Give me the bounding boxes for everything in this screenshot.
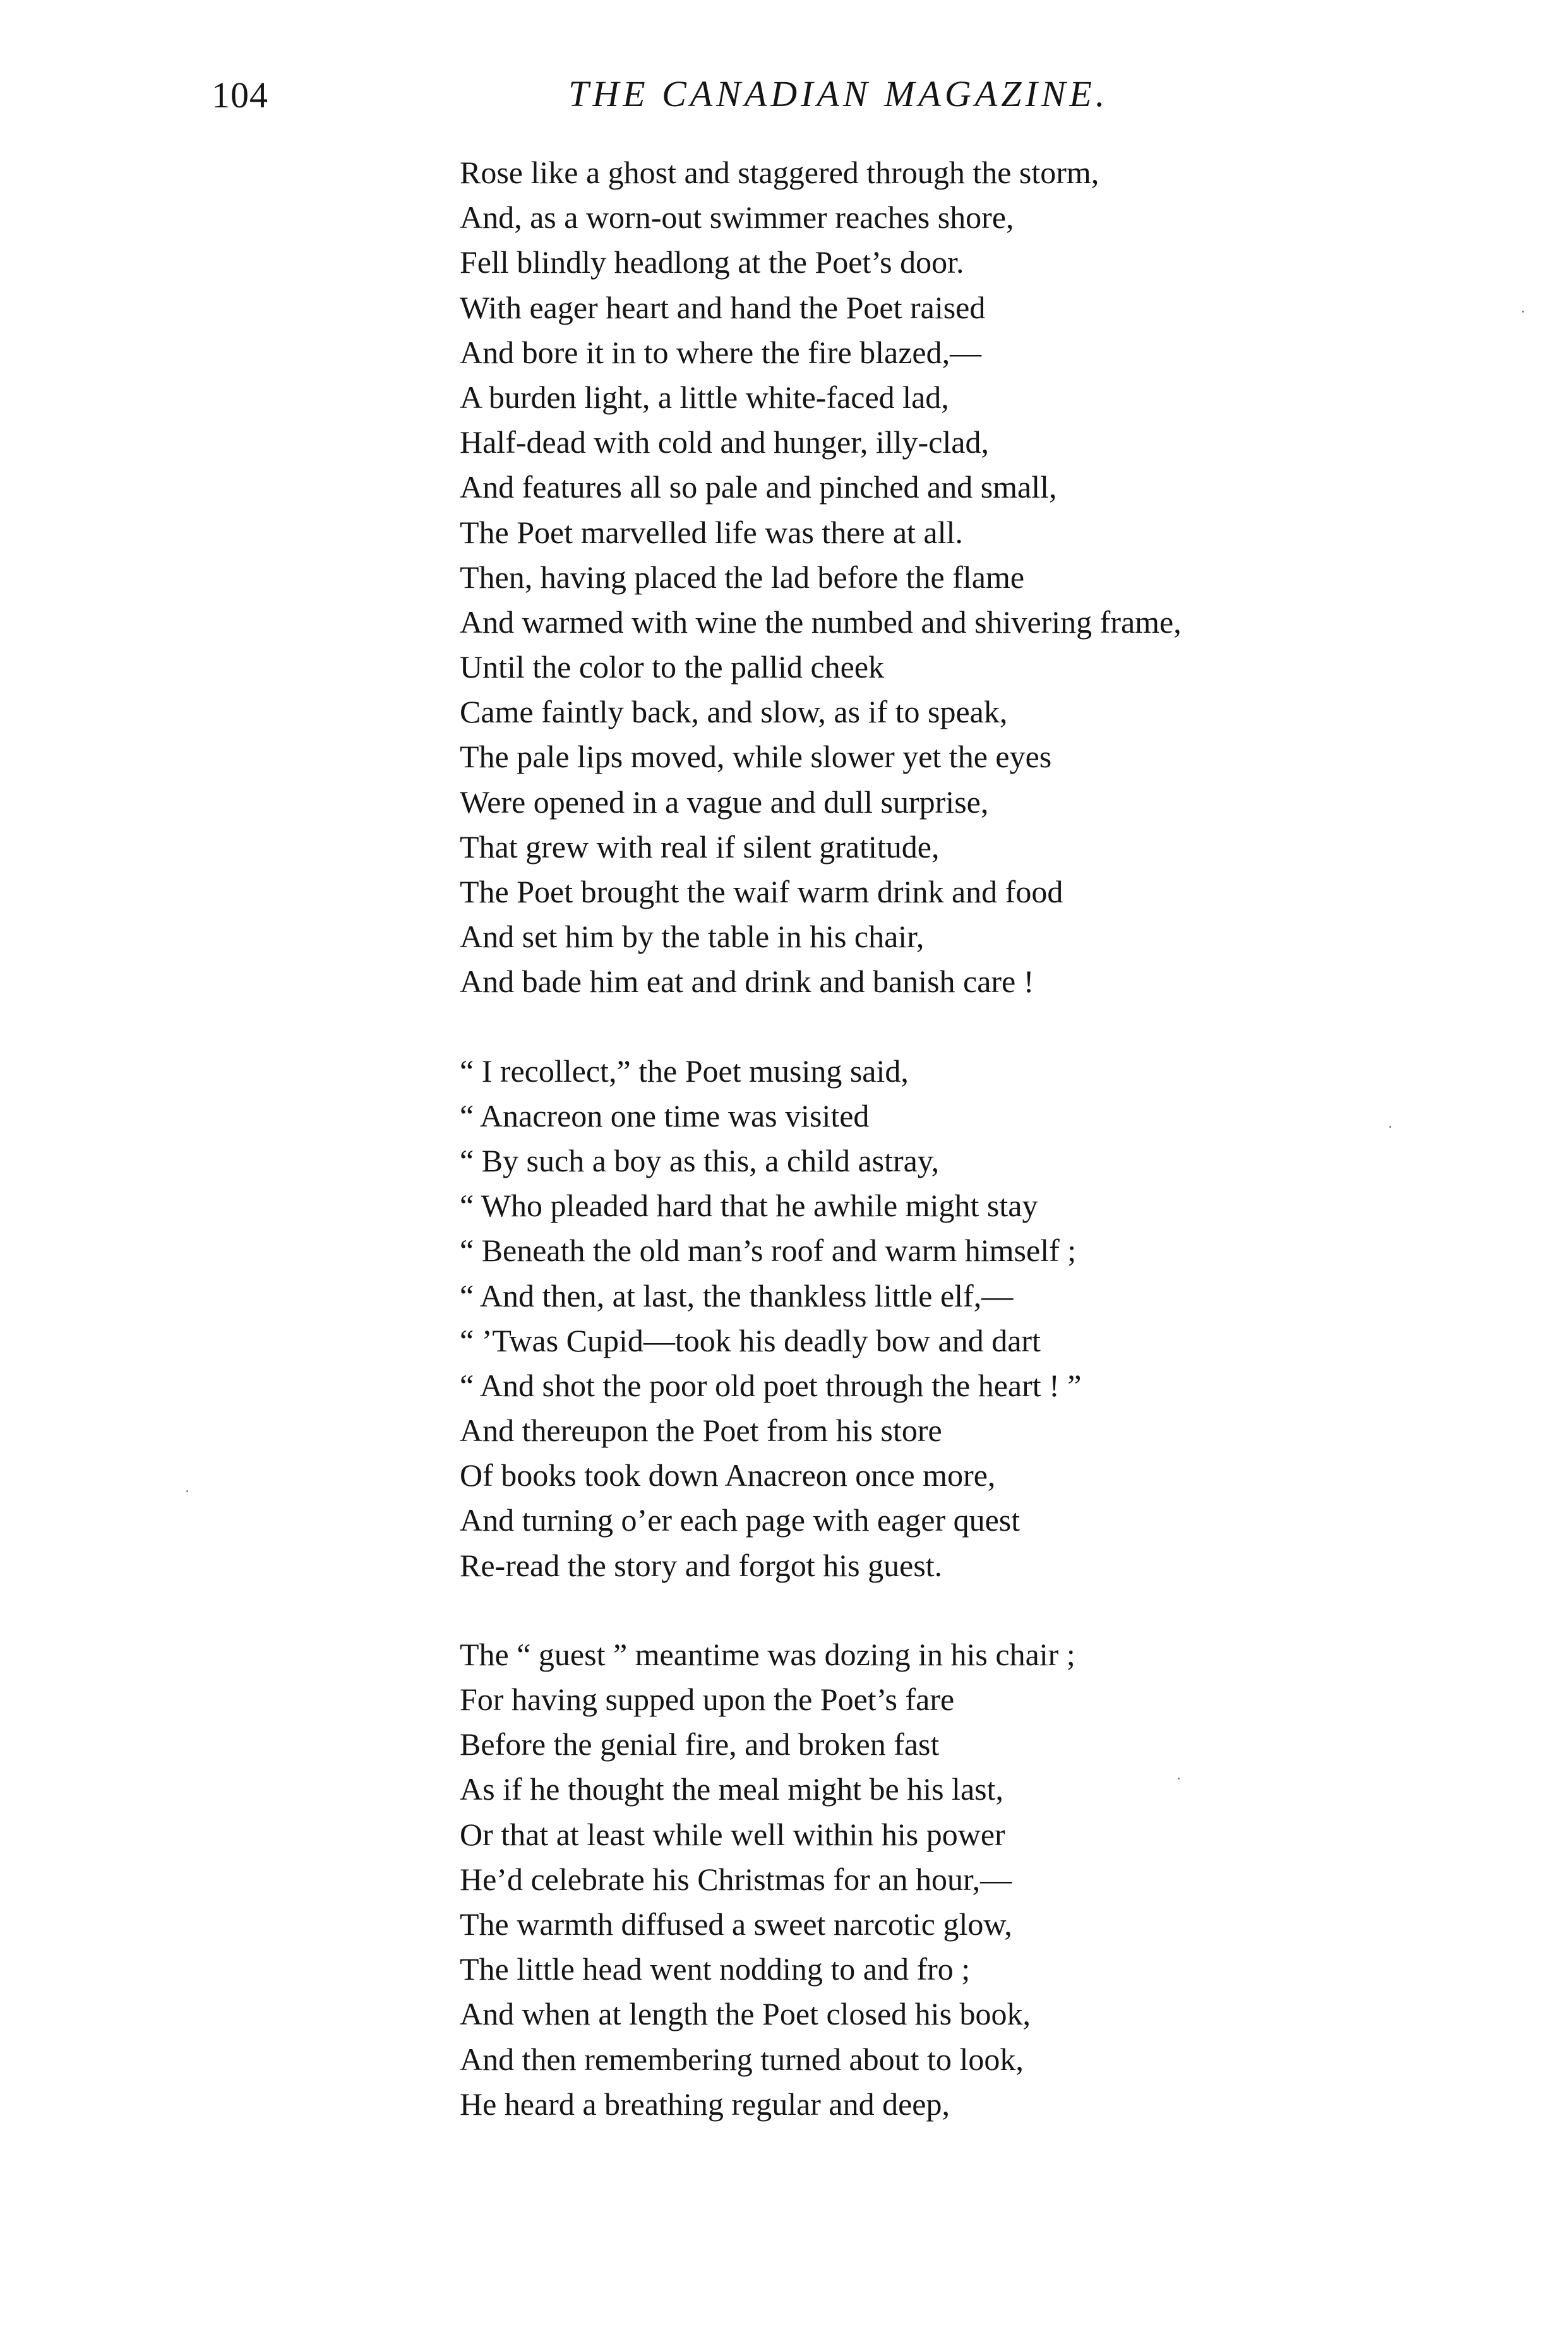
- poem-line: “ Beneath the old man’s roof and warm himself ;: [460, 1233, 1077, 1269]
- poem-line: As if he thought the meal might be his last,: [460, 1771, 1003, 1807]
- stanza-2: [460, 1049, 1533, 1588]
- stanza-3: [460, 1632, 1533, 2127]
- poem-line: The little head went nodding to and fro ;: [460, 1951, 971, 1987]
- poem-line: And features all so pale and pinched and small,: [460, 469, 1057, 505]
- poem-line: The pale lips moved, while slower yet the eyes: [460, 739, 1052, 775]
- poem-line: For having supped upon the Poet’s fare: [460, 1682, 955, 1717]
- poem-line: Were opened in a vague and dull surprise,: [460, 784, 989, 820]
- poem-line: “ Who pleaded hard that he awhile might stay: [460, 1188, 1038, 1224]
- poem-line: Rose like a ghost and staggered through the storm,: [460, 155, 1099, 190]
- poem-line: Came faintly back, and slow, as if to speak,: [460, 694, 1008, 730]
- poem-line: Until the color to the pallid cheek: [460, 649, 885, 685]
- poem-line: Then, having placed the lad before the flame: [460, 559, 1025, 595]
- poem-line: The Poet marvelled life was there at all.: [460, 514, 963, 550]
- poem-line: “ ’Twas Cupid—took his deadly bow and dart: [460, 1322, 1041, 1358]
- poem-line: Fell blindly headlong at the Poet’s door.: [460, 244, 964, 280]
- poem-line: Half-dead with cold and hunger, illy-clad,: [460, 424, 989, 460]
- poem-line: “ And shot the poor old poet through the heart ! ”: [460, 1367, 1082, 1403]
- poem-line: And turning o’er each page with eager quest: [460, 1502, 1020, 1538]
- poem-line: And thereupon the Poet from his store: [460, 1413, 942, 1449]
- page-number: 104: [212, 75, 268, 116]
- poem-line: The Poet brought the waif warm drink and food: [460, 874, 1063, 909]
- poem-line: And set him by the table in his chair,: [460, 919, 925, 955]
- scan-speck: [186, 1490, 188, 1492]
- poem-line: And when at length the Poet closed his book,: [460, 1996, 1031, 2032]
- running-title: THE CANADIAN MAGAZINE.: [568, 73, 1109, 114]
- poem-body: [460, 150, 1533, 2127]
- scan-speck: [1389, 1126, 1391, 1128]
- poem-line: Re-read the story and forgot his guest.: [460, 1547, 943, 1583]
- poem-line: He heard a breathing regular and deep,: [460, 2086, 950, 2122]
- poem-line: He’d celebrate his Christmas for an hour,—: [460, 1861, 1012, 1897]
- poem-line: With eager heart and hand the Poet raised: [460, 289, 986, 325]
- poem-line: The warmth diffused a sweet narcotic glow,: [460, 1906, 1012, 1942]
- stanza-1: [460, 150, 1533, 1005]
- poem-line: And, as a worn-out swimmer reaches shore,: [460, 200, 1014, 236]
- poem-line: And bore it in to where the fire blazed,—: [460, 334, 982, 370]
- poem-line: A burden light, a little white-faced lad,: [460, 379, 949, 415]
- poem-line: The “ guest ” meantime was dozing in his chair ;: [460, 1636, 1075, 1672]
- poem-line: And then remembering turned about to look,: [460, 2041, 1024, 2077]
- poem-line: “ By such a boy as this, a child astray,: [460, 1142, 940, 1178]
- scan-speck: [1522, 311, 1524, 313]
- poem-line: “ I recollect,” the Poet musing said,: [460, 1053, 909, 1089]
- poem-line: Before the genial fire, and broken fast: [460, 1726, 940, 1762]
- poem-line: “ And then, at last, the thankless little elf,—: [460, 1277, 1014, 1313]
- poem-line: And bade him eat and drink and banish care !: [460, 964, 1034, 1000]
- poem-line: Or that at least while well within his power: [460, 1816, 1005, 1852]
- poem-line: Of books took down Anacreon once more,: [460, 1457, 996, 1493]
- poem-line: “ Anacreon one time was visited: [460, 1098, 870, 1134]
- poem-line: That grew with real if silent gratitude,: [460, 829, 940, 864]
- scan-speck: [1178, 1778, 1180, 1780]
- poem-line: And warmed with wine the numbed and shivering frame,: [460, 604, 1182, 640]
